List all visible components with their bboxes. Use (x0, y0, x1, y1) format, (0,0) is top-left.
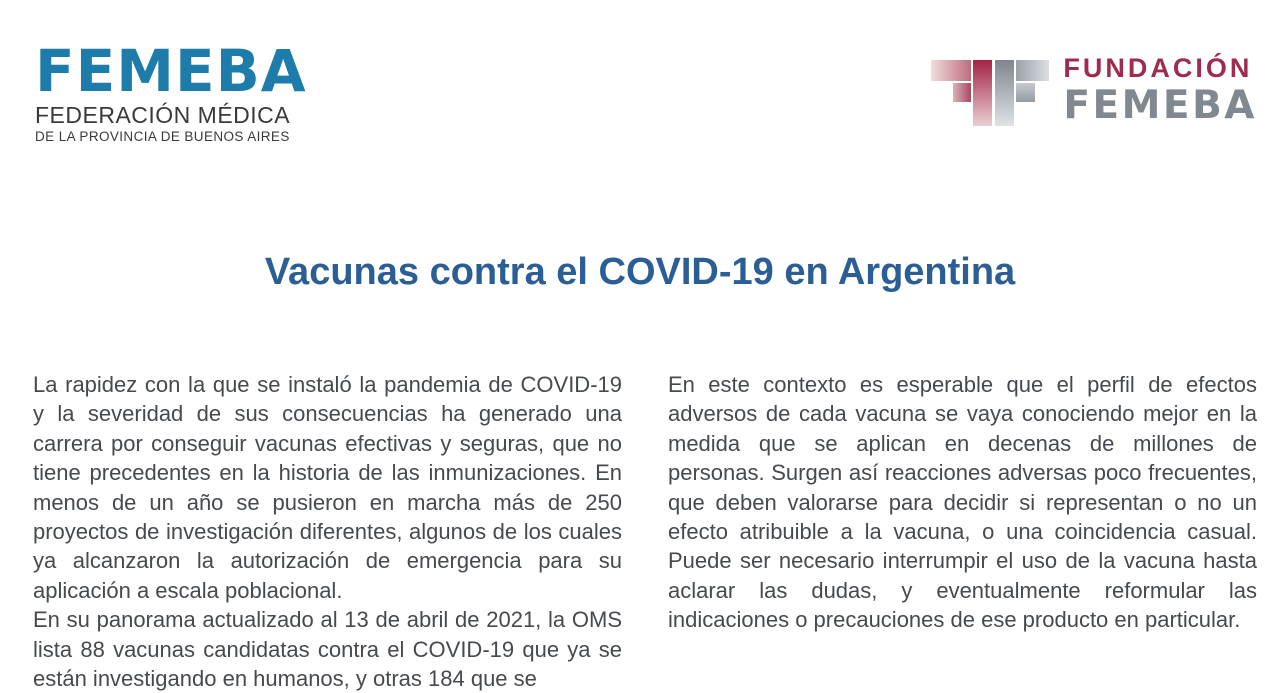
article-columns (33, 370, 1257, 693)
left-column-paragraph-2: En su panorama actualizado al 13 de abril de 2021, la OMS lista 88 vacunas candidatas contra el COVID-19 que ya se están investigando en humanos, y otras 184 que se (33, 607, 622, 692)
femeba-logo (35, 37, 307, 144)
ff-mark-red-stem (973, 60, 992, 126)
ff-mark-gray-stem (995, 60, 1014, 126)
ff-mark-red-mid-bar (953, 83, 971, 102)
fundacion-femeba-logo (931, 55, 1257, 135)
ff-mark-gray-mid-bar (1016, 83, 1035, 102)
fundacion-label: FUNDACIÓN (1063, 53, 1253, 83)
provincia-buenos-aires-label: DE LA PROVINCIA DE BUENOS AIRES (35, 129, 290, 144)
fundacion-femeba-wordmark: FEMEBA (1063, 83, 1257, 128)
right-column (668, 370, 1257, 693)
left-column (33, 370, 622, 693)
left-column-paragraph-1: La rapidez con la que se instaló la pandemia de COVID-19 y la severidad de sus consecuencias ha generado una carrera por conseguir vacunas efectivas y seguras, que no tiene precedentes en la historia de las inmunizaciones. En menos de un año se pusieron en marcha más de 250 proyectos de investigación diferentes, algunos de los cuales ya alcanzaron la autorización de emergencia para su aplicación a escala poblacional. (33, 372, 622, 603)
fundacion-ff-mark-icon (931, 55, 1049, 135)
document-title: Vacunas contra el COVID-19 en Argentina (264, 251, 1016, 294)
federacion-medica-label: FEDERACIÓN MÉDICA (35, 102, 291, 128)
femeba-wordmark: FEMEBA (35, 37, 307, 105)
ff-mark-red-top-bar (931, 60, 971, 81)
ff-mark-gray-top-bar (1016, 60, 1049, 81)
right-column-paragraph-1: En este contexto es esperable que el perfil de efectos adversos de cada vacuna se vaya conociendo mejor en la medida que se aplican en decenas de millones de personas. Surgen así reacciones adversas poco frecuentes, que deben valorarse para decidir si representan o no un efecto atribuible a la vacuna, o una coincidencia casual. Puede ser necesario interrumpir el uso de la vacuna hasta aclarar las dudas, y eventualmente reformular las indicaciones o precauciones de ese producto en particular. (668, 372, 1257, 633)
